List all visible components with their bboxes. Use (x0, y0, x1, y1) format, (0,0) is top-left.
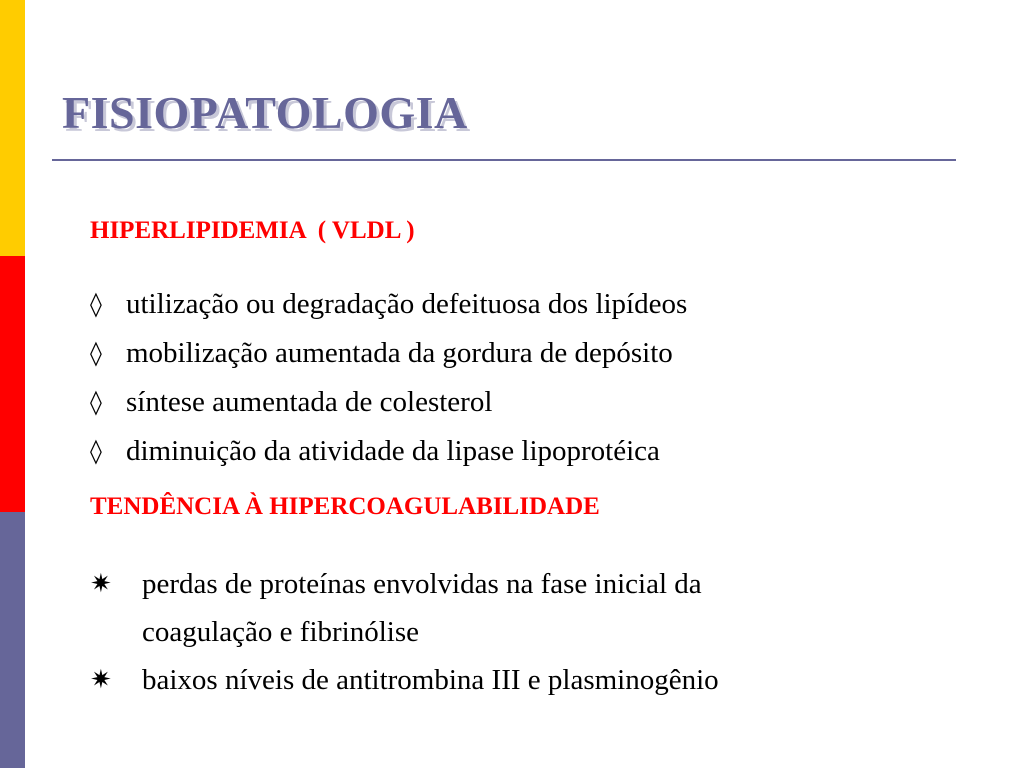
list-item-text: baixos níveis de antitrombina III e plasminogênio (142, 664, 719, 696)
list-item (90, 280, 687, 329)
list-item (90, 656, 719, 704)
section-heading-hipercoagulabilidade: TENDÊNCIA À HIPERCOAGULABILIDADE (90, 493, 600, 520)
stripe-red (0, 256, 25, 512)
list-item-text: perdas de proteínas envolvidas na fase inicial da coagulação e fibrinólise (142, 568, 702, 648)
hiperlipidemia-list (90, 280, 687, 476)
stripe-yellow (0, 0, 25, 256)
hipercoagulabilidade-list (90, 560, 719, 704)
diamond-outline-icon: ◊ (90, 290, 102, 318)
list-item (90, 427, 687, 476)
title-underline (52, 159, 956, 161)
asterisk-star-icon: ✷ (90, 569, 112, 599)
diamond-outline-icon: ◊ (90, 339, 102, 367)
stripe-purple (0, 512, 25, 768)
list-item-text: síntese aumentada de colesterol (126, 386, 493, 418)
diamond-outline-icon: ◊ (90, 437, 102, 465)
list-item (90, 378, 687, 427)
asterisk-star-icon: ✷ (90, 665, 112, 695)
list-item (90, 329, 687, 378)
list-item-text: mobilização aumentada da gordura de depósito (126, 337, 673, 369)
list-item (90, 560, 719, 656)
list-item-text: diminuição da atividade da lipase lipoprotéica (126, 435, 660, 467)
list-item-text: utilização ou degradação defeituosa dos lipídeos (126, 288, 688, 320)
slide-title: FISIOPATOLOGIA (62, 87, 468, 138)
section-heading-hiperlipidemia: HIPERLIPIDEMIA ( VLDL ) (90, 217, 415, 244)
diamond-outline-icon: ◊ (90, 388, 102, 416)
